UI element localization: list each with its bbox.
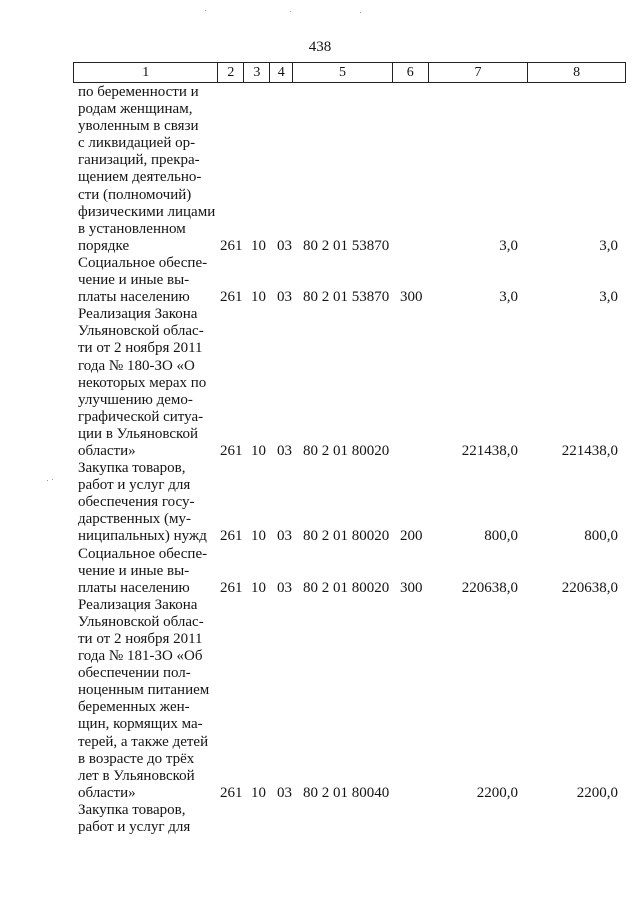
description-line: платы населению xyxy=(78,579,190,596)
amount-col-8: 3,0 xyxy=(599,237,618,254)
amount-col-8: 221438,0 xyxy=(561,442,618,459)
row-values xyxy=(78,528,618,545)
header-col-1: 1 xyxy=(74,63,218,82)
description-line: уволенным в связи xyxy=(78,118,199,135)
table-row xyxy=(78,84,618,255)
row-values xyxy=(78,443,618,460)
description-line: ции в Ульяновской xyxy=(78,425,199,442)
target-article-code: 80 2 01 53870 xyxy=(303,289,390,306)
description-line: работ и услуг для xyxy=(78,819,191,836)
description-line: Социальное обеспе- xyxy=(78,545,208,562)
description-line: платы населению xyxy=(78,289,190,306)
target-article-code: 80 2 01 80020 xyxy=(303,579,390,596)
header-col-2: 2 xyxy=(218,63,244,82)
description-line: лет в Ульяновской xyxy=(78,767,195,784)
table-row xyxy=(78,597,618,802)
description-line: Социальное обеспе- xyxy=(78,254,208,271)
description-line: области» xyxy=(78,442,136,459)
description-line: ниципальных) нужд xyxy=(78,528,207,545)
admin-code: 261 xyxy=(220,289,243,306)
page-number: 438 xyxy=(308,39,332,55)
amount-col-7: 221438,0 xyxy=(461,442,518,459)
description-line: беременных жен- xyxy=(78,699,190,716)
description-line: чение и иные вы- xyxy=(78,562,190,579)
admin-code: 261 xyxy=(220,579,243,596)
admin-code: 261 xyxy=(220,784,243,801)
amount-col-7: 2200,0 xyxy=(476,784,518,801)
description-line: в установленном xyxy=(78,220,186,237)
description-line: ноценным питанием xyxy=(78,682,210,699)
amount-col-8: 2200,0 xyxy=(576,784,618,801)
amount-col-7: 800,0 xyxy=(484,528,518,545)
admin-code: 261 xyxy=(220,237,243,254)
expense-type-code: 300 xyxy=(400,289,423,306)
target-article-code: 80 2 01 80020 xyxy=(303,442,390,459)
target-article-code: 80 2 01 80020 xyxy=(303,528,390,545)
table-body xyxy=(78,84,618,836)
admin-code: 261 xyxy=(220,442,243,459)
table-row xyxy=(78,460,618,545)
header-col-4: 4 xyxy=(270,63,293,82)
description-line: физическими лицами xyxy=(78,203,216,220)
amount-col-8: 800,0 xyxy=(584,528,618,545)
expense-type-code: 300 xyxy=(400,579,423,596)
description-line: дарственных (му- xyxy=(78,511,192,528)
header-col-5: 5 xyxy=(293,63,393,82)
description-line: ти от 2 ноября 2011 xyxy=(78,631,203,647)
scan-speck xyxy=(360,12,361,13)
description-line: работ и услуг для xyxy=(78,477,191,494)
description-line: обеспечении пол- xyxy=(78,665,191,682)
description-line: ти от 2 ноября 2011 xyxy=(78,340,203,357)
table-row xyxy=(78,802,618,836)
section-code: 10 xyxy=(251,289,266,306)
subsection-code: 03 xyxy=(277,528,292,545)
section-code: 10 xyxy=(251,442,266,459)
description-line: Реализация Закона xyxy=(78,596,198,613)
header-col-7: 7 xyxy=(429,63,529,82)
subsection-code: 03 xyxy=(277,237,292,254)
table-row xyxy=(78,306,618,460)
amount-col-8: 220638,0 xyxy=(561,579,618,596)
description-line: обеспечения госу- xyxy=(78,494,195,511)
section-code: 10 xyxy=(251,579,266,596)
amount-col-8: 3,0 xyxy=(599,289,618,306)
target-article-code: 80 2 01 80040 xyxy=(303,784,390,801)
table-header xyxy=(73,62,626,83)
amount-col-7: 3,0 xyxy=(499,289,518,306)
row-description xyxy=(78,306,216,460)
row-values xyxy=(78,819,618,836)
description-line: щением деятельно- xyxy=(78,169,202,186)
section-code: 10 xyxy=(251,528,266,545)
scan-speck xyxy=(52,479,53,480)
table-row xyxy=(78,546,618,597)
amount-col-7: 220638,0 xyxy=(461,579,518,596)
row-values xyxy=(78,580,618,597)
description-line: некоторых мерах по xyxy=(78,374,207,391)
description-line: порядке xyxy=(78,237,130,254)
scan-speck xyxy=(205,10,206,11)
row-values xyxy=(78,785,618,802)
header-col-6: 6 xyxy=(393,63,429,82)
header-col-8: 8 xyxy=(573,65,581,80)
description-line: по беременности и xyxy=(78,84,199,100)
scan-speck xyxy=(47,480,48,481)
section-code: 10 xyxy=(251,237,266,254)
row-description xyxy=(78,84,216,255)
subsection-code: 03 xyxy=(277,784,292,801)
target-article-code: 80 2 01 53870 xyxy=(303,237,390,254)
scan-speck xyxy=(290,11,291,12)
subsection-code: 03 xyxy=(277,442,292,459)
description-line: терей, а также детей xyxy=(78,733,209,750)
description-line: в возрасте до трёх xyxy=(78,750,195,767)
description-line: Ульяновской облас- xyxy=(78,323,204,340)
expense-type-code: 200 xyxy=(400,528,423,545)
header-col-3: 3 xyxy=(244,63,270,82)
description-line: Ульяновской облас- xyxy=(78,613,204,630)
admin-code: 261 xyxy=(220,528,243,545)
description-line: года № 181-ЗО «Об xyxy=(78,648,203,665)
description-line: ганизаций, прекра- xyxy=(78,152,200,169)
description-line: щин, кормящих ма- xyxy=(78,716,203,733)
description-line: графической ситуа- xyxy=(78,408,204,425)
subsection-code: 03 xyxy=(277,289,292,306)
row-values xyxy=(78,289,618,306)
description-line: родам женщинам, xyxy=(78,101,193,118)
description-line: Закупка товаров, xyxy=(78,460,186,477)
description-line: улучшению демо- xyxy=(78,391,193,408)
section-code: 10 xyxy=(251,784,266,801)
row-description xyxy=(78,597,216,802)
description-line: года № 180-ЗО «О xyxy=(78,357,195,374)
description-line: с ликвидацией ор- xyxy=(78,135,196,152)
description-line: Реализация Закона xyxy=(78,306,198,323)
amount-col-7: 3,0 xyxy=(499,237,518,254)
description-line: Закупка товаров, xyxy=(78,801,186,818)
description-line: чение и иные вы- xyxy=(78,272,190,289)
row-values xyxy=(78,238,618,255)
description-line: области» xyxy=(78,784,136,801)
table-row xyxy=(78,255,618,306)
description-line: сти (полномочий) xyxy=(78,186,192,203)
subsection-code: 03 xyxy=(277,579,292,596)
